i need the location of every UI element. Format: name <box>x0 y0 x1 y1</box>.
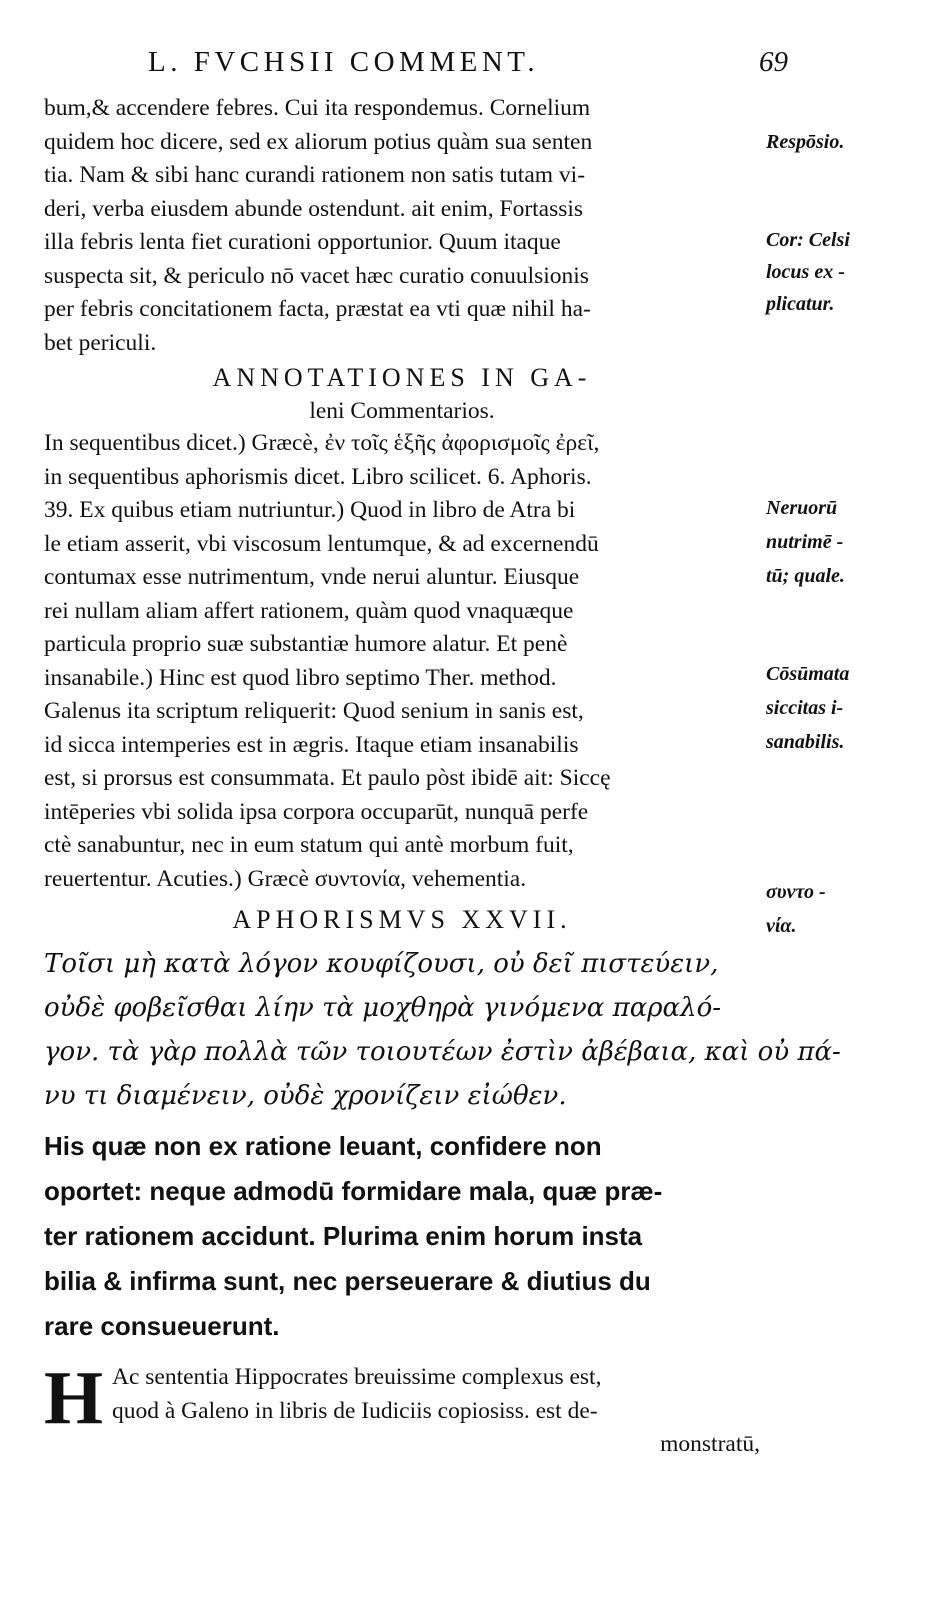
greek-line: Τοῖσι μὴ κατὰ λόγον κουφίζουσι, οὐ δεῖ πιστεύειν, <box>44 949 719 979</box>
margin-note: Cor: Celsi <box>766 229 850 251</box>
text-line: bet periculi. <box>44 329 157 356</box>
text-line: rei nullam aliam affert rationem, quàm quod vnaquæque <box>44 597 574 624</box>
margin-note: nutrimē - <box>766 531 844 553</box>
commentary-paragraph <box>44 1356 760 1462</box>
catchword: monstratū, <box>660 1431 760 1457</box>
text-line: deri, verba eiusdem abunde ostendunt. ait enim, Fortassis <box>44 195 584 222</box>
aphorism-latin <box>44 1124 760 1349</box>
text-line: illa febris lenta fiet curationi opportunior. Quum itaque <box>44 229 561 255</box>
text-line: id sicca intemperies est in ægris. Itaque etiam insanabilis <box>44 731 579 758</box>
text-line: In sequentibus dicet.) Græcè, ἐν τοῖς ἑξῆς ἀφορισμοῖς ἐρεῖ, <box>44 430 600 456</box>
text-line: 39. Ex quibus etiam nutriuntur.) Quod in libro de Atra bi <box>44 497 576 523</box>
margin-note: Neruorū <box>766 497 838 519</box>
drop-cap: H <box>44 1356 104 1440</box>
greek-line: οὐδὲ φοβεῖσθαι λίην τὰ μοχθηρὰ γινόμενα παραλό- <box>44 993 722 1023</box>
margin-note: Cōsūmata <box>766 663 850 685</box>
margin-note: locus ex - <box>766 261 845 283</box>
running-head: L. FVCHSII COMMENT. <box>148 46 540 78</box>
aphorism-line: bilia & infirma sunt, nec perseuerare & diutius du <box>44 1266 651 1296</box>
margin-note: συντο - <box>766 881 826 903</box>
aphorism-line: ter rationem accidunt. Plurima enim horum insta <box>44 1221 643 1251</box>
aphorism-line: rare consueuerunt. <box>44 1311 280 1341</box>
margin-note: νία. <box>766 915 797 937</box>
margin-note: siccitas i- <box>766 697 844 719</box>
text-line: suspecta sit, & periculo nō vacet hæc curatio conuulsionis <box>44 262 589 289</box>
text-line: in sequentibus aphorismis dicet. Libro scilicet. 6. Aphoris. <box>44 463 592 490</box>
page-header <box>148 46 788 86</box>
text-line: le etiam asserit, vbi viscosum lentumque, & ad excernendū <box>44 530 599 557</box>
page-number: 69 <box>759 46 788 78</box>
text-line: quidem hoc dicere, sed ex aliorum potius quàm sua senten <box>44 128 593 155</box>
greek-line: νυ τι διαμένειν, οὐδὲ χρονίζειν εἰώθεν. <box>44 1081 567 1111</box>
text-line: intēperies vbi solida ipsa corpora occuparūt, nunquā perfe <box>44 798 589 825</box>
text-line: reuertentur. Acuties.) Græcè συντονία, vehementia. <box>44 865 527 892</box>
text-line: est, si prorsus est consummata. Et paulo pòst ibidē ait: Siccę <box>44 765 611 791</box>
aphorism-greek <box>44 942 841 1118</box>
margin-note: tū; quale. <box>766 565 845 587</box>
text-line: quod à Galeno in libris de Iudiciis copiosiss. est de- <box>112 1397 598 1424</box>
annotations-subheading: leni Commentarios. <box>309 398 495 424</box>
text-line: insanabile.) Hinc est quod libro septimo Ther. method. <box>44 664 557 691</box>
text-line: Galenus ita scriptum reliquerit: Quod senium in sanis est, <box>44 698 584 724</box>
aphorism-heading: APHORISMVS XXVII. <box>232 905 572 934</box>
margin-note: Respōsio. <box>766 131 845 153</box>
opening-paragraph <box>44 92 760 360</box>
text-line: Ac sententia Hippocrates breuissime complexus est, <box>112 1364 602 1390</box>
text-line: bum,& accendere febres. Cui ita respondemus. Cornelium <box>44 95 591 121</box>
annotations-heading: ANNOTATIONES IN GA- <box>212 363 592 392</box>
text-line: ctè sanabuntur, nec in eum statum qui antè morbum fuit, <box>44 832 574 858</box>
margin-note: sanabilis. <box>766 731 845 753</box>
text-line: per febris concitationem facta, præstat ea vti quæ nihil ha- <box>44 296 591 322</box>
aphorism-line: oportet: neque admodū formidare mala, quæ præ- <box>44 1176 663 1206</box>
margin-note: plicatur. <box>766 293 835 315</box>
text-line: tia. Nam & sibi hanc curandi rationem non satis tutam vi- <box>44 162 586 188</box>
text-line: contumax esse nutrimentum, vnde nerui aluntur. Eiusque <box>44 564 580 590</box>
aphorism-line: His quæ non ex ratione leuant, confidere non <box>44 1131 602 1161</box>
text-line: particula proprio suæ substantiæ humore alatur. Et penè <box>44 631 568 657</box>
annotations-paragraph <box>44 427 760 896</box>
greek-line: γον. τὰ γὰρ πολλὰ τῶν τοιουτέων ἐστὶν ἀβέβαια, καὶ οὐ πά- <box>44 1037 841 1067</box>
